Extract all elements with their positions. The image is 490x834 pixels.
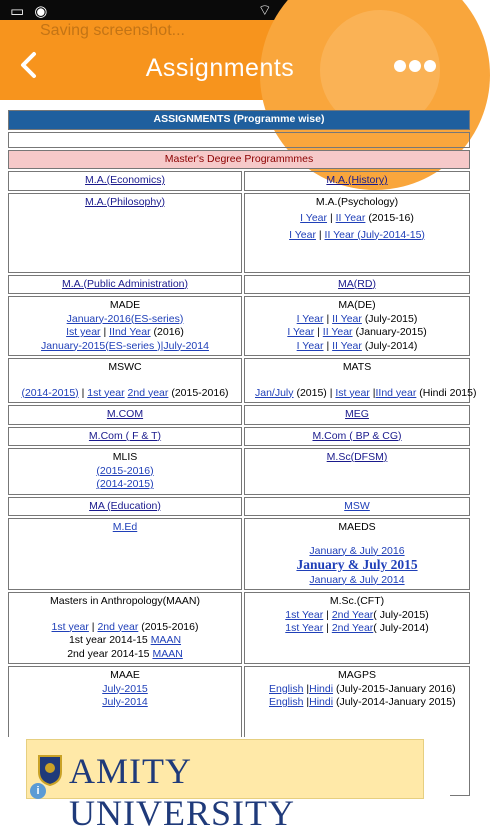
link-mats-ist-year[interactable]: Ist year — [335, 386, 370, 399]
made-year-text: (2016) — [153, 326, 184, 338]
dot-icon — [409, 60, 421, 72]
ma-de-r3-text: (July-2014) — [364, 339, 418, 352]
mats-hindi-text: (Hindi 2015) — [419, 386, 477, 399]
dot-icon — [394, 60, 406, 72]
ma-de-r1-text: (July-2015) — [364, 312, 418, 325]
programme-magps: MAGPS — [338, 669, 376, 681]
assignments-table: ASSIGNMENTS (Programme wise) Master's Degree Programmmes M.A.(Economics) M.A.(History) M.A.(Philosophy) M.A.(Psychology) I Year | II Year (2015-16) I Year | II Year (July-2014-15) M.A.(Public Administration) MA(RD) MADE January-2016(ES-series) Ist year | IInd Year (2016) January-2015(ES-series )|July-2014 MA(DE) I Year | II Year (July-2015) I Year | II Year (January-2015) I Year | II Year (July-2014) MSWC (2014-2015) | 1st year 2nd year (2015-2016) MATS Jan/July (2015) | Ist year |IInd year (Hindi 2015) M.COM MEG M.Com ( F & T) M.Com ( BP & CG) MLIS (2015-2016) (2014-2015) M.Sc(DFSM) MA (Education) MSW M.Ed MAEDS January & July 2016 January & July 2015 January & July 2014 Masters in Anthropology(MAAN) 1st year | 2nd year (2015-2016) 1st year 2014-15 MAAN 2nd year 2014-15 MAAN M.Sc.(CFT) 1st Year | 2nd Year( July-2015) 1st Year | 2nd Year( July-2014) MAAE July-2015 July-2014 MAGPS English |Hindi (July-2015-January 2016) English |Hindi (July-2014-January 2015) — [6, 108, 472, 798]
psych-year-text: (2015-16) — [368, 212, 414, 224]
notification-icon: ◉ — [34, 3, 48, 20]
programme-msc-dfsm[interactable]: M.Sc(DFSM) — [326, 451, 388, 463]
link-psych-i-year[interactable]: I Year — [300, 212, 328, 224]
link-maan-1st-year[interactable]: 1st year — [51, 620, 89, 633]
link-magps-english-2015[interactable]: English — [269, 682, 304, 695]
link-maae-2014[interactable]: July-2014 — [102, 696, 148, 708]
programme-ma-public-admin[interactable]: M.A.(Public Administration) — [8, 275, 242, 295]
programme-msw[interactable]: MSW — [344, 499, 370, 512]
magps-2014-text: (July-2014-January 2015) — [333, 696, 456, 708]
programme-ma-education[interactable]: MA (Education) — [8, 497, 242, 517]
programme-med[interactable]: M.Ed — [112, 521, 138, 533]
assignments-content[interactable] — [6, 108, 477, 738]
mswc-year-text: (2015-2016) — [171, 386, 229, 399]
programme-maeds: MAEDS — [338, 521, 376, 533]
maan-1st-2014-text: 1st year 2014-15 — [68, 634, 148, 646]
link-psych-ii-year-2014[interactable]: II Year (July-2014-15) — [324, 228, 425, 241]
section-header: Master's Degree Programmmes — [8, 150, 470, 170]
programme-ma-de: MA(DE) — [338, 299, 376, 311]
link-mswc-1st-year[interactable]: 1st year — [87, 386, 125, 399]
table-title: ASSIGNMENTS (Programme wise) — [8, 110, 470, 130]
spacer-row — [8, 132, 470, 148]
programme-mcom[interactable]: M.COM — [8, 405, 242, 425]
programme-ma-history[interactable]: M.A.(History) — [244, 171, 470, 191]
screenshot-icon: ▭ — [10, 3, 25, 20]
link-maan-2nd-year[interactable]: 2nd year — [97, 620, 139, 633]
link-psych-i-year-2014[interactable]: I Year — [289, 228, 316, 241]
link-magps-english-2014[interactable]: English — [269, 696, 304, 708]
link-made-r2-i[interactable]: I Year — [287, 326, 315, 338]
programme-ma-economics[interactable]: M.A.(Economics) — [8, 171, 242, 191]
link-mats-jan-july[interactable]: Jan/July — [255, 386, 294, 399]
amity-banner[interactable] — [26, 739, 424, 833]
link-maan-1st-2014[interactable]: MAAN — [150, 634, 182, 646]
banner-brand-text: AMITY UNIVERSITY — [69, 751, 295, 833]
maan-2nd-2014-text: 2nd year 2014-15 — [67, 647, 150, 660]
link-mats-iind-year[interactable]: IInd year — [375, 386, 417, 399]
link-maeds-2016[interactable]: January & July 2016 — [309, 544, 405, 557]
link-mswc-2nd-year[interactable]: 2nd year — [127, 386, 169, 399]
link-made-jan-2016[interactable]: January-2016(ES-series) — [66, 312, 184, 325]
link-cft-1st-2015[interactable]: 1st Year — [285, 608, 324, 621]
magps-2015-text: (July-2015-January 2016) — [333, 682, 456, 695]
link-mswc-2014[interactable]: (2014-2015) — [21, 386, 79, 399]
programme-ma-rd[interactable]: MA(RD) — [244, 275, 470, 295]
programme-mswc: MSWC — [108, 361, 142, 373]
link-psych-ii-year[interactable]: II Year — [335, 212, 366, 224]
programme-made: MADE — [109, 299, 141, 311]
link-maan-2nd-2014[interactable]: MAAN — [152, 647, 183, 660]
link-made-r3-i[interactable]: I Year — [296, 339, 324, 352]
wifi-icon: ⌔ — [257, 1, 272, 19]
app-bar — [0, 20, 450, 100]
link-made-ist-year[interactable]: Ist year — [66, 326, 101, 338]
more-options-button[interactable] — [394, 60, 436, 72]
ad-info-icon[interactable]: i — [30, 783, 46, 799]
page-title: Assignments — [145, 54, 295, 82]
mats-year-text: (2015) — [296, 386, 327, 399]
link-maeds-2014[interactable]: January & July 2014 — [309, 573, 405, 586]
link-cft-2nd-2015[interactable]: 2nd Year — [331, 608, 374, 621]
ad-banner[interactable] — [0, 737, 450, 833]
programme-ma-psychology: M.A.(Psychology) — [315, 195, 399, 208]
maan-year-text: (2015-2016) — [141, 620, 199, 633]
link-made-r2-ii[interactable]: II Year — [322, 326, 353, 338]
cft-2014-text: ( July-2014) — [373, 622, 429, 634]
link-cft-2nd-2014[interactable]: 2nd Year — [331, 622, 374, 634]
programme-mcom-ft[interactable]: M.Com ( F & T) — [8, 427, 242, 447]
programme-mlis: MLIS — [112, 451, 138, 463]
programme-msc-cft: M.Sc.(CFT) — [329, 595, 385, 607]
link-made-r1-i[interactable]: I Year — [296, 312, 324, 325]
programme-ma-philosophy[interactable]: M.A.(Philosophy) — [85, 195, 165, 208]
programme-maae: MAAE — [110, 669, 140, 681]
notification-text: Saving screenshot... — [40, 22, 185, 39]
link-mlis-2015[interactable]: (2015-2016) — [96, 464, 154, 477]
link-made-iind-year[interactable]: IInd Year — [109, 326, 151, 338]
link-made-r1-ii[interactable]: II Year — [332, 312, 362, 325]
link-maae-2015[interactable]: July-2015 — [102, 682, 148, 695]
programme-mcom-bpcg[interactable]: M.Com ( BP & CG) — [244, 427, 470, 447]
cft-2015-text: ( July-2015) — [373, 608, 429, 621]
programme-meg[interactable]: MEG — [244, 405, 470, 425]
link-maeds-2015[interactable]: January & July 2015 — [296, 557, 418, 572]
link-made-r3-ii[interactable]: II Year — [332, 339, 362, 352]
dot-icon — [424, 60, 436, 72]
programme-mats: MATS — [342, 361, 372, 373]
link-made-jan-2015[interactable]: January-2015(ES-series )|July-2014 — [41, 339, 209, 352]
programme-maan: Masters in Anthropology(MAAN) — [50, 595, 200, 607]
university-crest-icon — [37, 754, 63, 786]
link-cft-1st-2014[interactable]: 1st Year — [285, 622, 324, 634]
link-mlis-2014[interactable]: (2014-2015) — [96, 478, 154, 490]
ma-de-r2-text: (January-2015) — [355, 326, 427, 338]
link-magps-hindi-2014[interactable]: Hindi — [309, 696, 334, 708]
link-magps-hindi-2015[interactable]: Hindi — [309, 682, 334, 695]
